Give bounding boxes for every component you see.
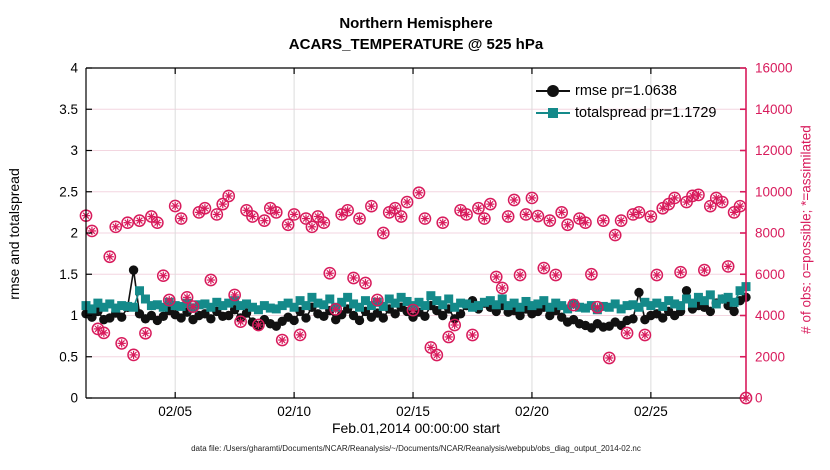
svg-text:10000: 10000: [755, 184, 793, 200]
svg-text:4: 4: [70, 60, 78, 76]
svg-text:12000: 12000: [755, 143, 793, 158]
svg-text:1.5: 1.5: [59, 266, 78, 282]
svg-text:3: 3: [70, 143, 78, 158]
legend: [536, 80, 716, 124]
data-file-caption: data file: /Users/gharamti/Documents/NCAR/Reanalysis/~/Documents/NCAR/Reanalysis/webpub/obs_diag_output_2014-02.nc: [191, 444, 641, 453]
totalspread-marker-icon: [536, 107, 570, 119]
svg-text:02/15: 02/15: [396, 404, 430, 419]
legend-label-totalspread: totalspread pr=1.1729: [575, 105, 717, 121]
legend-item-totalspread: [536, 102, 716, 124]
svg-text:2: 2: [70, 225, 78, 241]
x-axis-label: Feb.01,2014 00:00:00 start: [331, 420, 501, 436]
svg-text:8000: 8000: [755, 225, 786, 241]
left-y-axis-label: rmse and totalspread: [6, 168, 22, 300]
chart-title-line2: ACARS_TEMPERATURE @ 525 hPa: [288, 36, 544, 53]
right-tick-labels: [755, 61, 793, 406]
svg-text:0: 0: [755, 390, 763, 406]
svg-text:2000: 2000: [755, 349, 786, 365]
chart-title-line1: Northern Hemisphere: [339, 15, 493, 32]
svg-text:6000: 6000: [755, 266, 786, 282]
svg-text:02/20: 02/20: [515, 404, 549, 419]
svg-text:02/25: 02/25: [633, 404, 668, 419]
svg-text:1: 1: [70, 308, 78, 323]
svg-text:14000: 14000: [755, 101, 793, 117]
svg-text:0.5: 0.5: [59, 349, 78, 365]
svg-text:3.5: 3.5: [59, 101, 78, 117]
svg-text:2.5: 2.5: [59, 184, 78, 200]
svg-text:02/05: 02/05: [158, 404, 193, 419]
svg-text:16000: 16000: [755, 60, 793, 76]
left-tick-labels: [59, 61, 78, 406]
rmse-marker-icon: [536, 85, 570, 97]
right-y-axis-label: # of obs: o=possible; *=assimilated: [798, 125, 814, 334]
legend-item-rmse: [536, 80, 716, 102]
chart-title: [86, 13, 746, 55]
x-tick-labels: [158, 404, 667, 419]
svg-text:4000: 4000: [755, 308, 786, 323]
svg-text:02/10: 02/10: [277, 404, 312, 419]
legend-label-rmse: rmse pr=1.0638: [575, 83, 677, 99]
svg-text:0: 0: [70, 390, 78, 406]
